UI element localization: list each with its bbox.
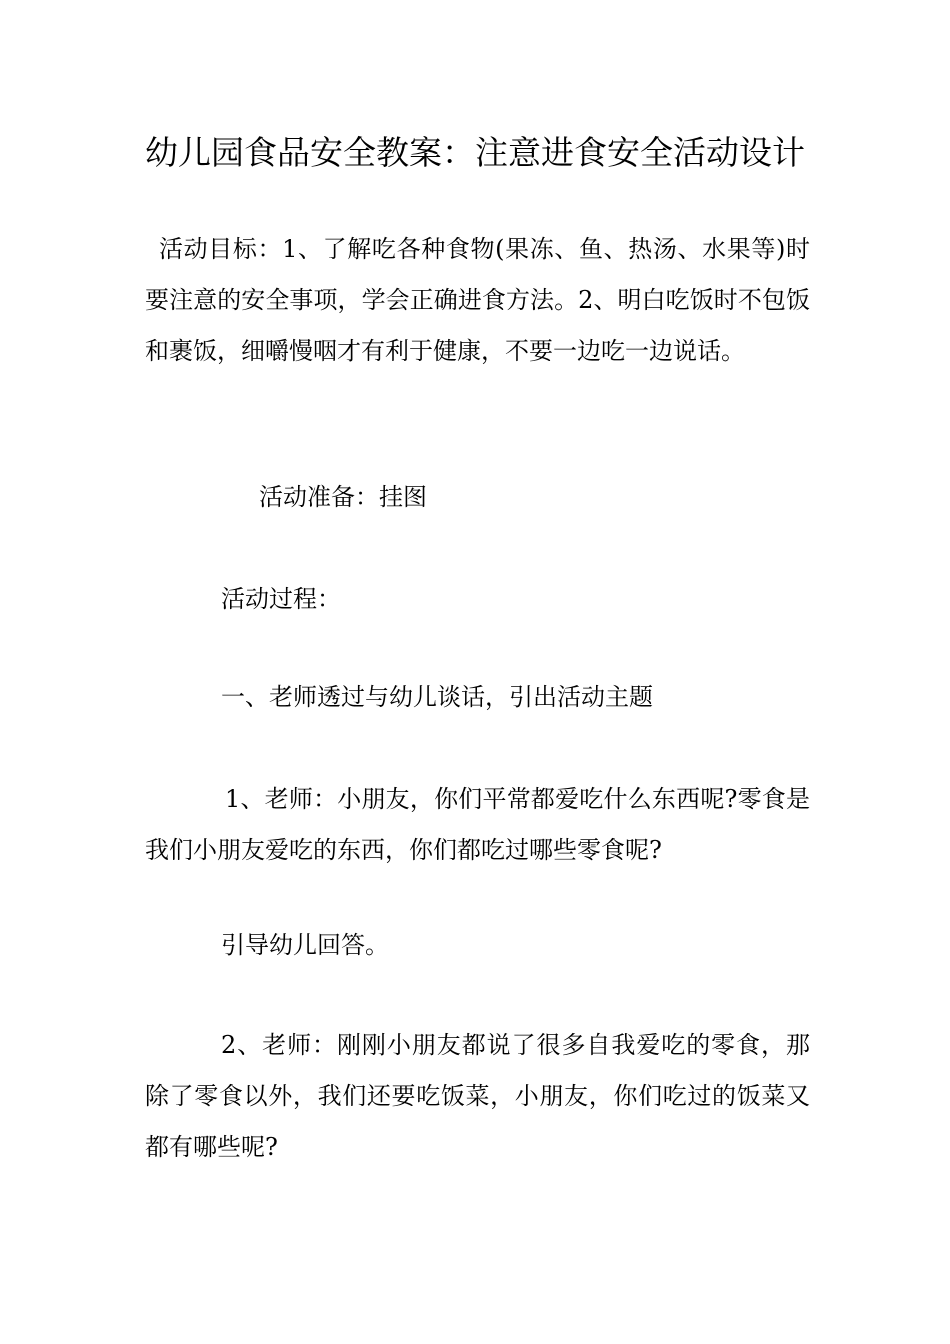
step-two-paragraph: 2、老师：刚刚小朋友都说了很多自我爱吃的零食，那除了零食以外，我们还要吃饭菜，小朋友，你们吃过的饭菜又都有哪些呢?: [145, 1031, 810, 1161]
activity-goal-paragraph: 活动目标：1、了解吃各种食物(果冻、鱼、热汤、水果等)时要注意的安全事项，学会正确进食方法。2、明白吃饭时不包饭和裹饭，细嚼慢咽才有利于健康，不要一边吃一边说话。: [145, 235, 810, 365]
activity-process-heading: 活动过程：: [221, 585, 341, 613]
guide-paragraph: 引导幼儿回答。: [221, 931, 389, 959]
section-one-heading: 一、老师透过与幼儿谈话，引出活动主题: [221, 683, 653, 711]
activity-preparation-paragraph: 活动准备：挂图: [259, 483, 427, 511]
step-one-paragraph: 1、老师：小朋友，你们平常都爱吃什么东西呢?零食是我们小朋友爱吃的东西，你们都吃过哪些零食呢?: [145, 785, 810, 864]
document-title: 幼儿园食品安全教案：注意进食安全活动设计: [145, 133, 805, 172]
